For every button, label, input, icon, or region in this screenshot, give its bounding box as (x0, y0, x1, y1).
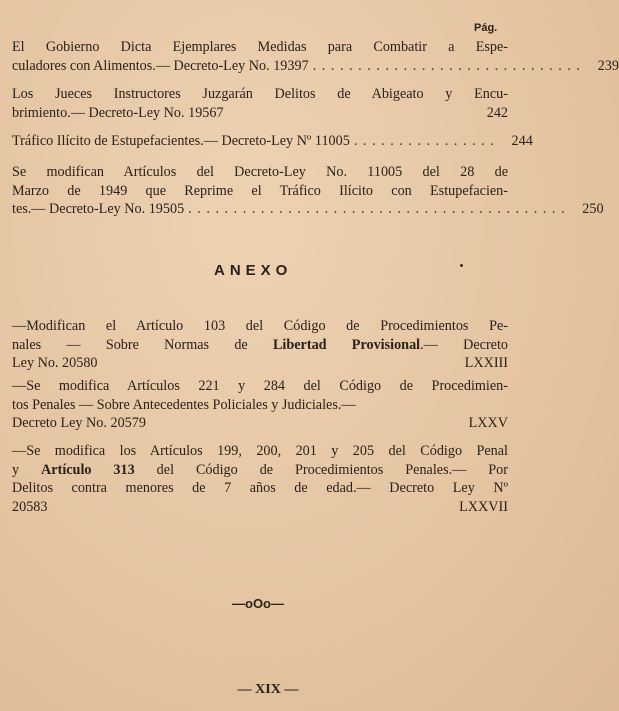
page-number: 242 (486, 104, 508, 121)
anexo-entry (12, 317, 508, 373)
entry-text-line: —Se modifica Artículos 221 y 284 del Código de Procedimien- (12, 378, 508, 394)
anexo-entry (12, 442, 508, 516)
entry-text-line: Se modifican Artículos del Decreto-Ley No. 11005 del 28 de (12, 164, 508, 180)
dot-leader: . . . . . . . . . . . . . . . . . . . . . . . . . . . . . . . . . . . . . . . . . . (188, 201, 566, 217)
dot-leader: . . . . . . . . . . . . . . . . . . . . . . . . . . . . . . (312, 57, 581, 74)
entry-text-line: tos Penales — Sobre Antecedentes Policiales y Judiciales.— (12, 396, 356, 413)
toc-entry (12, 163, 604, 219)
entry-text-line: nales — Sobre Normas de Libertad Provisional.— Decreto (12, 336, 508, 353)
entry-text-line: Ley No. 20580 (12, 355, 98, 371)
section-ornament: —oOo— (232, 596, 284, 611)
dot-leader: . . . . . . . . . . . . . . . . (353, 133, 495, 149)
entry-text-line: Tráfico Ilícito de Estupefacientes.— Decreto-Ley Nº 11005 (12, 133, 350, 149)
page-number: 239 (597, 57, 619, 74)
toc-entry (12, 38, 619, 75)
page-number: LXXIII (464, 355, 508, 371)
entry-text-line: Delitos contra menores de 7 años de edad.— Decreto Ley Nº (12, 480, 508, 496)
toc-entry (12, 132, 533, 151)
page-number: LXXV (468, 415, 508, 431)
page-number: 244 (511, 133, 533, 149)
toc-entry (12, 85, 508, 122)
anexo-entry (12, 377, 508, 433)
page-number: 250 (582, 201, 604, 217)
entry-text-line: —Se modifica los Artículos 199, 200, 201 y 205 del Código Penal (12, 443, 508, 459)
entry-text-line: y Artículo 313 del Código de Procedimientos Penales.— Por (12, 461, 508, 478)
page-column-header: Pág. (474, 22, 498, 34)
entry-text-line: 20583 (12, 498, 48, 515)
page-folio: — XIX — (237, 682, 299, 697)
entry-text-line: El Gobierno Dicta Ejemplares Medidas para Combatir a Espe- (12, 39, 508, 55)
entry-text-line: brimiento.— Decreto-Ley No. 19567 (12, 104, 224, 121)
bold-term: Libertad Provisional (272, 336, 421, 353)
entry-text-line: tes.— Decreto-Ley No. 19505 (12, 201, 185, 217)
entry-text-line: —Modifican el Artículo 103 del Código de Procedimientos Pe- (12, 318, 508, 334)
page-number: LXXVII (459, 498, 508, 515)
section-title-anexo: ANEXO (214, 262, 293, 279)
ink-speck (460, 264, 463, 267)
entry-text-line: Marzo de 1949 que Reprime el Tráfico Ilícito con Estupefacien- (12, 182, 508, 199)
entry-text-line: culadores con Alimentos.— Decreto-Ley No. 19397 (12, 57, 309, 74)
entry-text-line: Decreto Ley No. 20579 (12, 415, 146, 431)
entry-text-line: Los Jueces Instructores Juzgarán Delitos de Abigeato y Encu- (12, 86, 508, 102)
bold-term: Artículo 313 (41, 461, 135, 478)
